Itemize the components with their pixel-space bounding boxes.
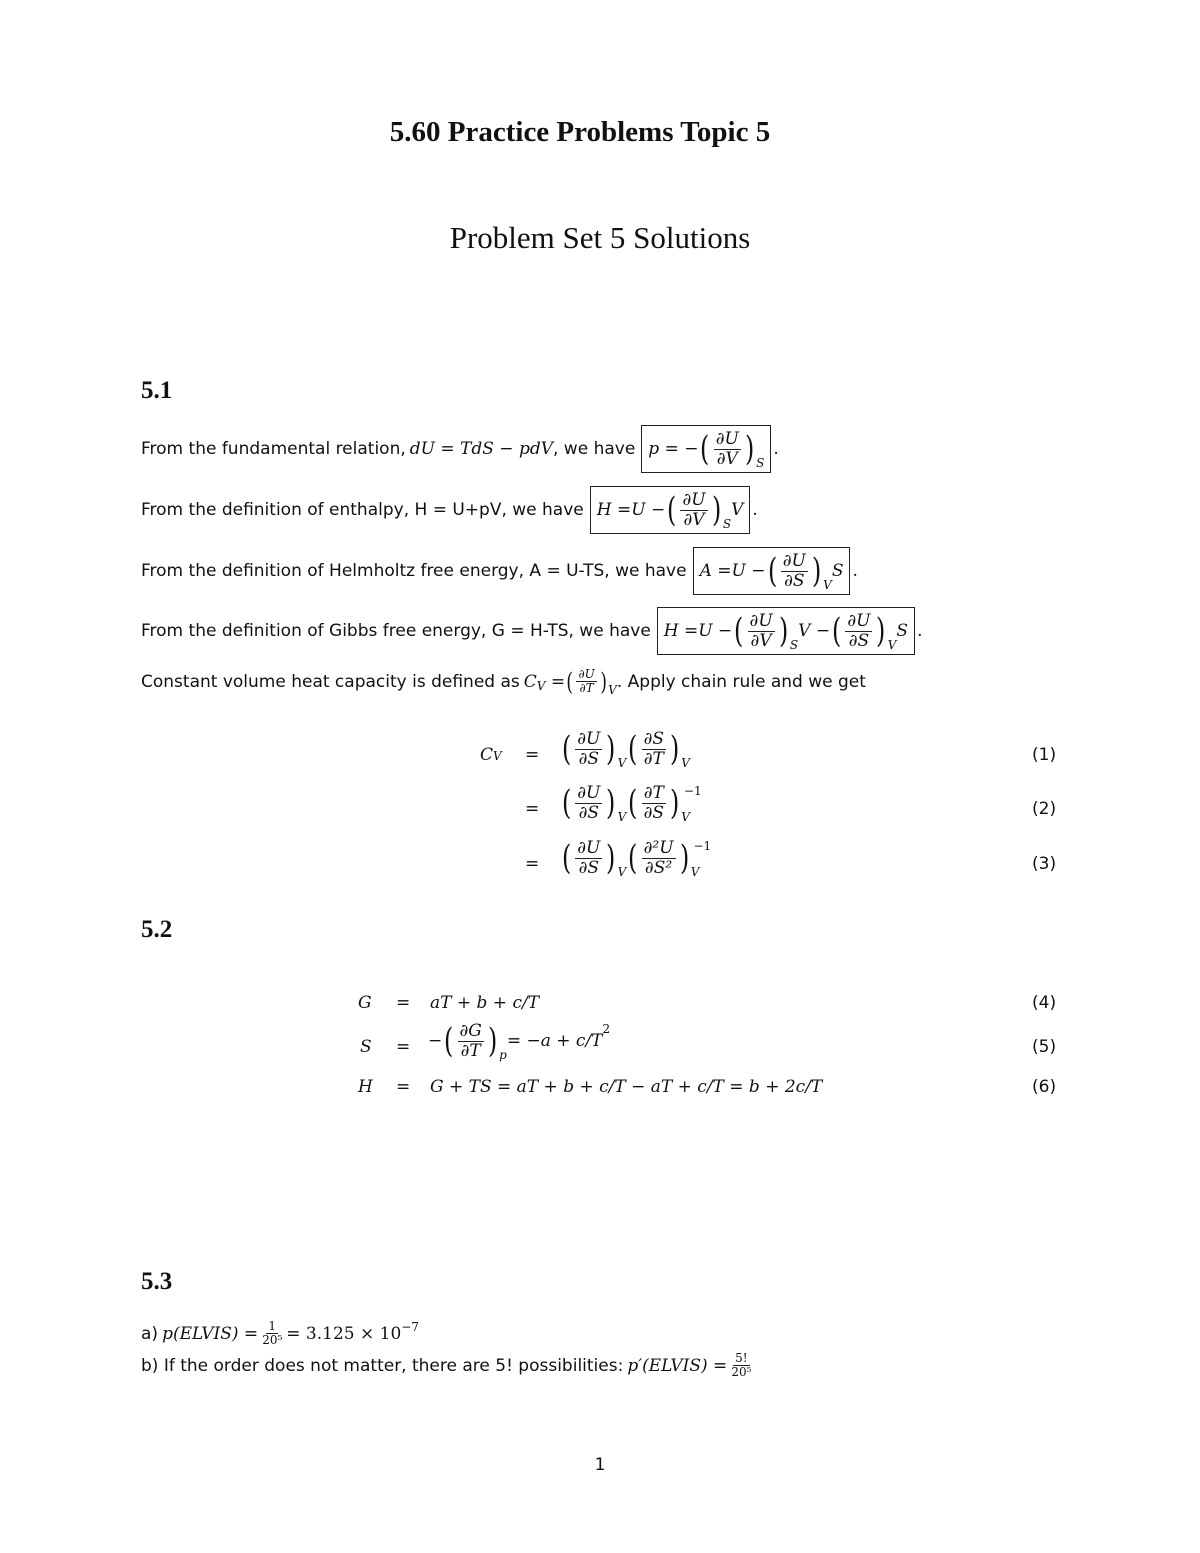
line-part-a [141, 1320, 419, 1347]
eq-number-2: (2) [1032, 799, 1057, 819]
text-we-have: , we have [553, 439, 636, 460]
expr-b: p′(ELVIS) = [627, 1355, 728, 1376]
section-heading-5-2: 5.2 [141, 916, 173, 943]
page-number: 1 [594, 1455, 606, 1475]
eq3-rhs: ( $\frac{\partial U}{\partial S}$ ) V ( $\frac{\text{∂²U}}{\text{∂S²}}$ ) V −1 [561, 838, 712, 880]
eq1-equals: = [525, 745, 540, 765]
page-subtitle: Problem Set 5 Solutions [449, 220, 751, 255]
eq-number-1: (1) [1032, 745, 1057, 765]
eq4-equals: = [396, 993, 411, 1013]
eq-fundamental: dU = TdS − pdV [409, 439, 553, 460]
expr-a-left: p(ELVIS) = [162, 1323, 259, 1344]
text-enthalpy: From the definition of enthalpy, H = U+pV, we have [141, 500, 584, 521]
expr-a-right: = 3.125 × 10 [286, 1323, 402, 1344]
line-helmholtz: From the definition of Helmholtz free energy, A = U-TS, we have A = U − ( $\frac{\partial U}{\partial S}$ ) V S . [141, 547, 858, 595]
boxed-result-h: H = U − ( $\frac{\partial U}{\partial V}$ ) S V [590, 486, 751, 534]
eq4-lhs: G [358, 993, 372, 1013]
frac-b: $\frac{5!}{\text{20⁵}}$ [731, 1351, 752, 1380]
eq-number-4: (4) [1032, 993, 1057, 1013]
line-part-b [141, 1352, 755, 1379]
text-gibbs: From the definition of Gibbs free energy, G = H-TS, we have [141, 621, 651, 642]
boxed-result-p: p = − ( $\frac{\partial U}{\partial V}$ ) S [641, 425, 771, 473]
eq1-lhs: CV [480, 745, 502, 765]
section-heading-5-1: 5.1 [141, 377, 173, 404]
boxed-result-a: A = U − ( $\frac{\partial U}{\partial S}$ ) V S [693, 547, 851, 595]
line-fundamental-relation: From the fundamental relation, dU = TdS − pdV , we have p = − ( $\frac{\partial U}{\partial V}$ ) S . [141, 425, 779, 473]
eq6-lhs: H [358, 1077, 373, 1097]
line-enthalpy: From the definition of enthalpy, H = U+pV, we have H = U − ( $\frac{\partial U}{\partial V}$ ) S V . [141, 486, 758, 534]
eq4-rhs: aT + b + c/T [430, 993, 540, 1013]
eq-number-3: (3) [1032, 854, 1057, 874]
eq2-equals: = [525, 799, 540, 819]
text-helmholtz: From the definition of Helmholtz free energy, A = U-TS, we have [141, 561, 687, 582]
line-gibbs: From the definition of Gibbs free energy, G = H-TS, we have H = U − ( $\frac{\partial U}{\partial V}$ ) S V − ( $\frac{\partial U}{\partial S}$ ) V S . [141, 607, 922, 655]
eq2-rhs: ( $\frac{\partial U}{\partial S}$ ) V ( $\frac{\partial T}{\partial S}$ ) V −1 [561, 783, 702, 825]
eq6-equals: = [396, 1077, 411, 1097]
text-chain-rule: . Apply chain rule and we get [616, 671, 866, 692]
text-heat-capacity: Constant volume heat capacity is defined as [141, 671, 520, 692]
eq3-equals: = [525, 854, 540, 874]
eq-number-5: (5) [1032, 1037, 1057, 1057]
text-fundamental: From the fundamental relation, [141, 439, 406, 460]
frac-a: $\frac{1}{\text{20⁵}}$ [262, 1319, 283, 1348]
eq5-lhs: S [360, 1037, 372, 1057]
page-title: 5.60 Practice Problems Topic 5 [389, 116, 771, 148]
expr-a-exp: −7 [401, 1320, 419, 1334]
eq5-tail: = −a + c/T [506, 1031, 603, 1052]
text-a-label: a) [141, 1323, 159, 1344]
section-heading-5-3: 5.3 [141, 1268, 173, 1295]
line-heat-capacity: Constant volume heat capacity is defined as C V = ( $\frac{\partial U}{\partial T}$ ) V . Apply chain rule and we get [141, 667, 866, 698]
eq5-equals: = [396, 1037, 411, 1057]
eq6-rhs: G + TS = aT + b + c/T − aT + c/T = b + 2c/T [430, 1077, 823, 1097]
eq-number-6: (6) [1032, 1077, 1057, 1097]
boxed-result-g: H = U − ( $\frac{\partial U}{\partial V}$ ) S V − ( $\frac{\partial U}{\partial S}$ ) V S [657, 607, 915, 655]
eq5-rhs: − ( $\frac{\partial G}{\partial T}$ ) p = −a + c/T 2 [428, 1021, 611, 1063]
text-b: b) If the order does not matter, there are 5! possibilities: [141, 1355, 624, 1376]
eq1-rhs: ( $\frac{\partial U}{\partial S}$ ) V ( $\frac{\partial S}{\partial T}$ ) V [561, 729, 690, 771]
